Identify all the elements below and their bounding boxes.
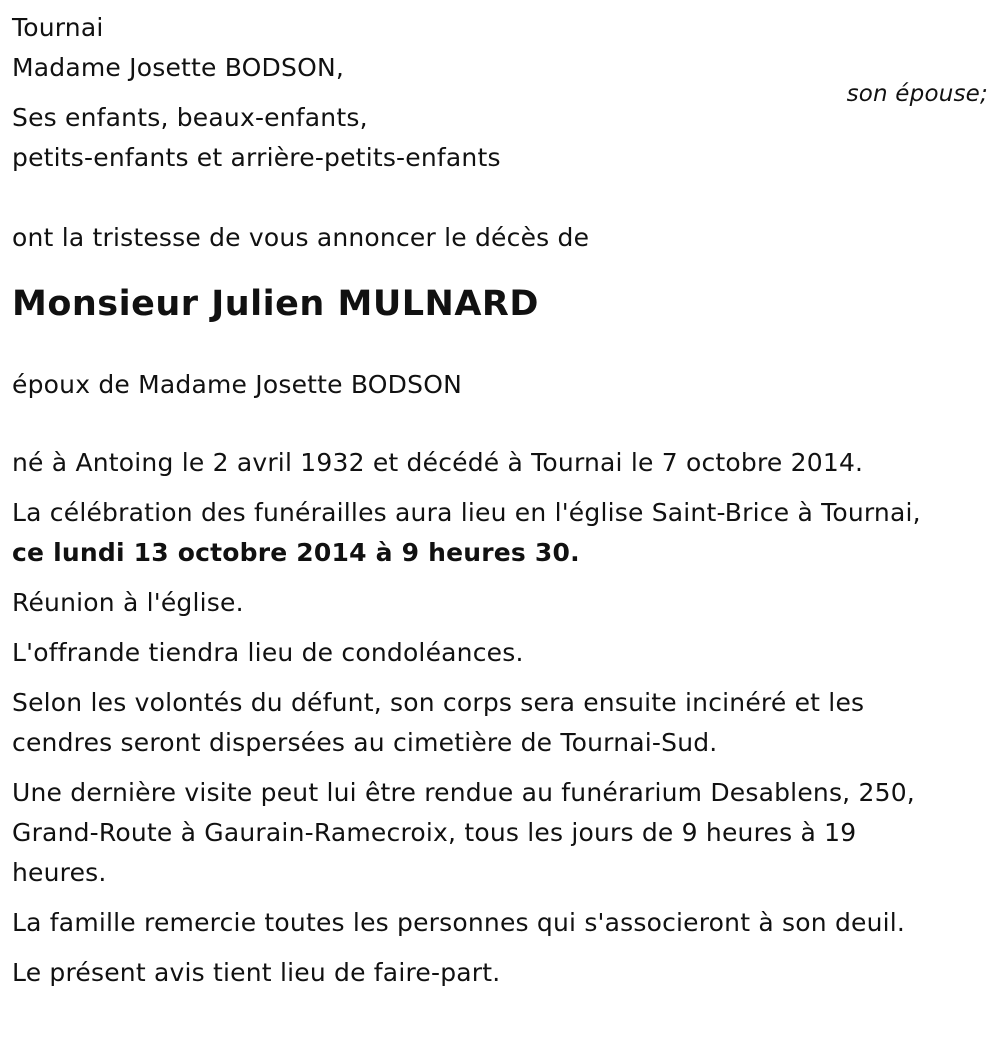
visit-block [12, 773, 988, 893]
ceremony-date-time: ce lundi 13 octobre 2014 à 9 heures 30. [12, 538, 580, 567]
family-line-1: Ses enfants, beaux-enfants, [12, 103, 368, 132]
visit-line-1: Une dernière visite peut lui être rendue au funérarium Desablens, 250, [12, 778, 915, 807]
visit-line-3: heures. [12, 858, 107, 887]
notice-text: Le présent avis tient lieu de faire-part. [12, 958, 501, 987]
birth-death-text: né à Antoing le 2 avril 1932 et décédé à Tournai le 7 octobre 2014. [12, 448, 864, 477]
family-line-2: petits-enfants et arrière-petits-enfants [12, 143, 501, 172]
family-block [12, 98, 988, 178]
offering-text: L'offrande tiendra lieu de condoléances. [12, 638, 524, 667]
spouse-row [12, 48, 988, 107]
ceremony-text: La célébration des funérailles aura lieu en l'église Saint-Brice à Tournai, [12, 498, 921, 527]
ceremony-block [12, 493, 988, 573]
visit-line-2: Grand-Route à Gaurain-Ramecroix, tous les jours de 9 heures à 19 [12, 818, 857, 847]
announcement-text: ont la tristesse de vous annoncer le décès de [12, 223, 590, 252]
deceased-name: Monsieur Julien MULNARD [12, 284, 539, 324]
thanks-text: La famille remercie toutes les personnes qui s'associeront à son deuil. [12, 908, 906, 937]
spouse-of-text: époux de Madame Josette BODSON [12, 370, 462, 399]
meeting-text: Réunion à l'église. [12, 588, 244, 617]
cremation-line-2: cendres seront dispersées au cimetière de Tournai-Sud. [12, 728, 718, 757]
city-label: Tournai [12, 13, 104, 42]
cremation-line-1: Selon les volontés du défunt, son corps sera ensuite incinéré et les [12, 688, 865, 717]
cremation-block [12, 683, 988, 763]
spouse-name: Madame Josette BODSON, [12, 53, 345, 82]
spouse-role: son épouse; [846, 81, 988, 107]
